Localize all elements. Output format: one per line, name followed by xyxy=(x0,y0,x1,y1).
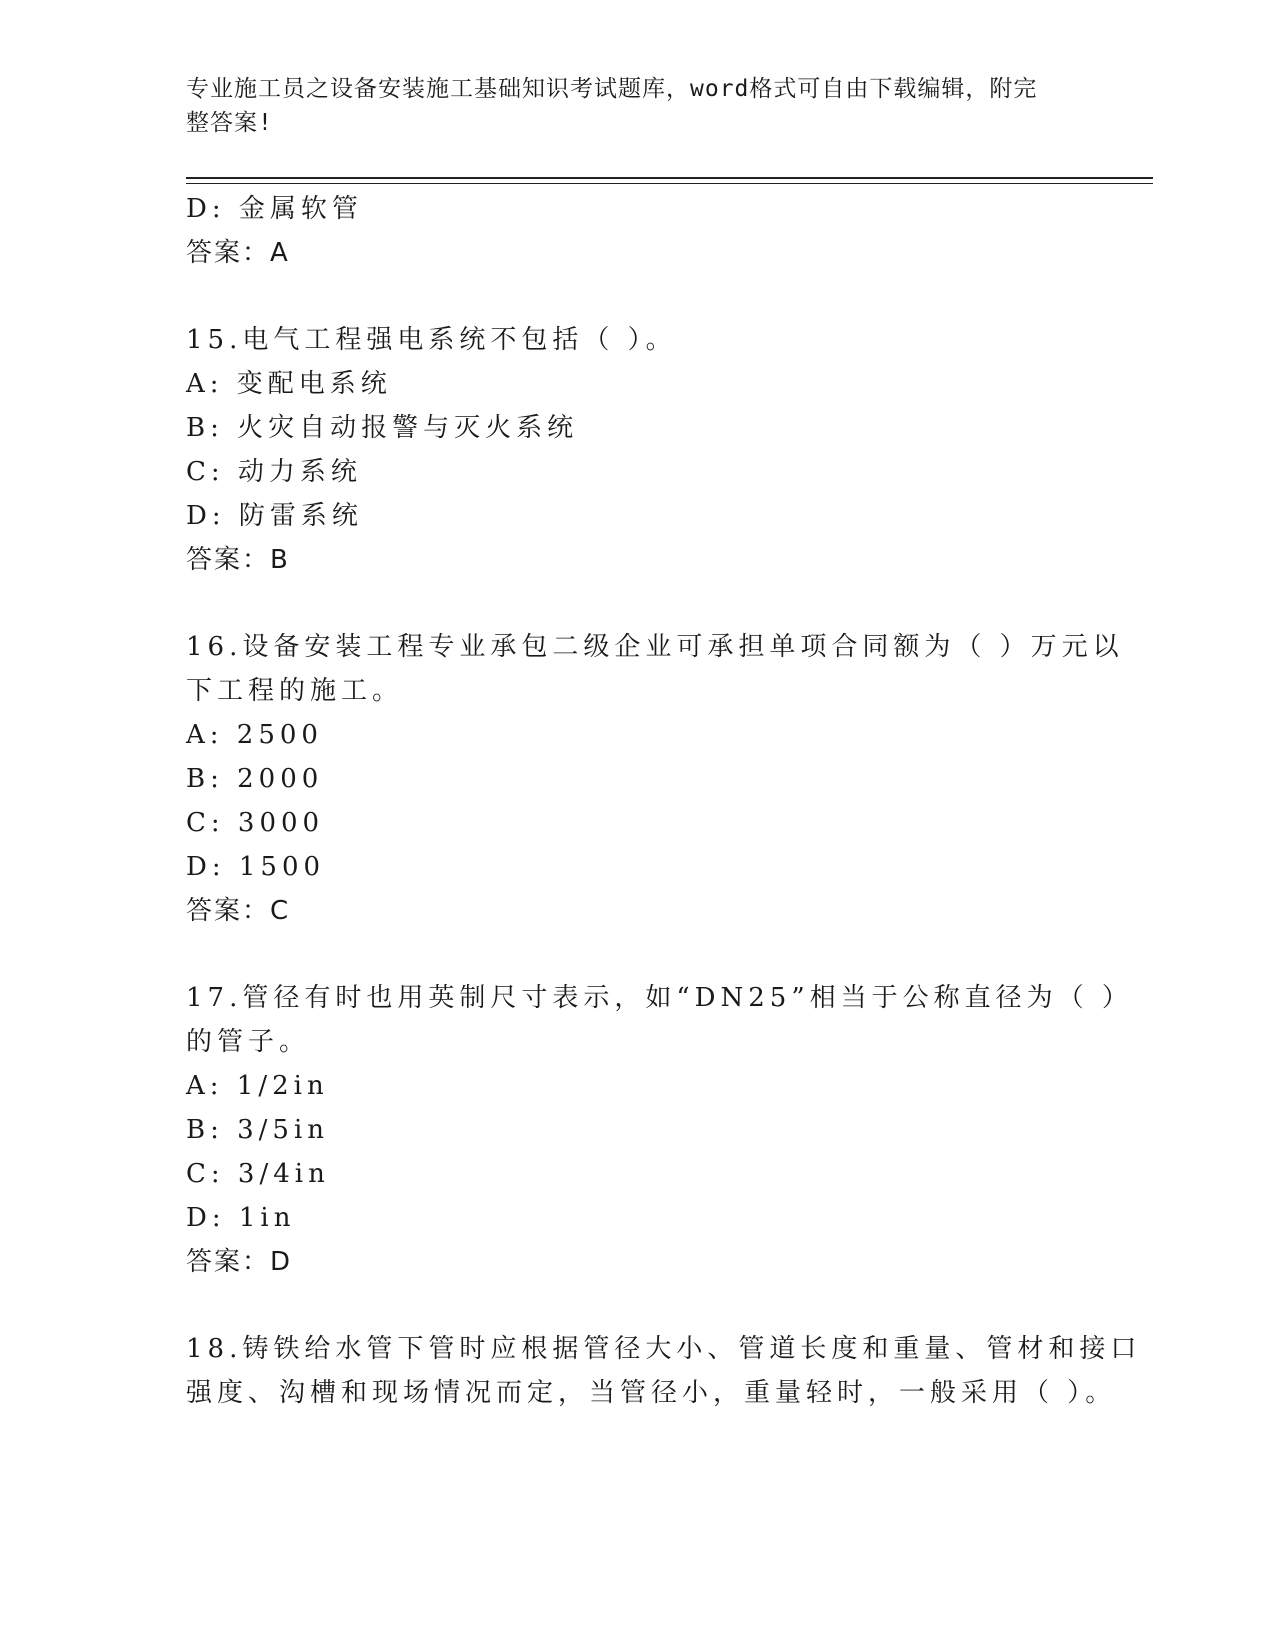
document-header xyxy=(186,72,1066,140)
q14-option-d: D: 金属软管 xyxy=(186,194,363,224)
q16-option-c: C: 3000 xyxy=(186,808,325,838)
q15-answer: 答案：B xyxy=(186,545,290,575)
q15-option-a: A: 变配电系统 xyxy=(186,369,392,399)
q16-stem-line-1: 16.设备安装工程专业承包二级企业可承担单项合同额为（ ）万元以 xyxy=(186,632,1124,662)
q14-answer: 答案：A xyxy=(186,238,290,268)
header-divider-thin xyxy=(186,183,1153,184)
header-text-line-1: 专业施工员之设备安装施工基础知识考试题库，word格式可自由下载编辑，附完 xyxy=(186,76,1038,102)
q16-stem-line-2: 下工程的施工。 xyxy=(186,676,404,706)
q18-stem-line-1: 18.铸铁给水管下管时应根据管径大小、管道长度和重量、管材和接口 xyxy=(186,1334,1142,1364)
q16-option-b: B: 2000 xyxy=(186,764,324,794)
q15-option-c: C: 动力系统 xyxy=(186,457,362,487)
q16-option-d: D: 1500 xyxy=(186,852,326,882)
q16-answer: 答案：C xyxy=(186,896,291,926)
q17-stem-line-1: 17.管径有时也用英制尺寸表示，如“DN25”相当于公称直径为（ ） xyxy=(186,983,1133,1013)
q17-option-d: D: 1in xyxy=(186,1203,296,1233)
q17-option-b: B: 3/5in xyxy=(186,1115,330,1145)
q16-option-a: A: 2500 xyxy=(186,720,323,750)
q15-stem: 15.电气工程强电系统不包括（ ）。 xyxy=(186,325,677,355)
q15-option-b: B: 火灾自动报警与灭火系统 xyxy=(186,413,579,443)
q17-option-c: C: 3/4in xyxy=(186,1159,330,1189)
q17-answer: 答案：D xyxy=(186,1247,293,1277)
q15-option-d: D: 防雷系统 xyxy=(186,501,363,531)
q17-option-a: A: 1/2in xyxy=(186,1071,329,1101)
header-text-line-2: 整答案! xyxy=(186,110,273,136)
q17-stem-line-2: 的管子。 xyxy=(186,1027,311,1057)
header-divider xyxy=(186,177,1153,179)
q18-stem-line-2: 强度、沟槽和现场情况而定，当管径小，重量轻时，一般采用（ ）。 xyxy=(186,1378,1117,1408)
